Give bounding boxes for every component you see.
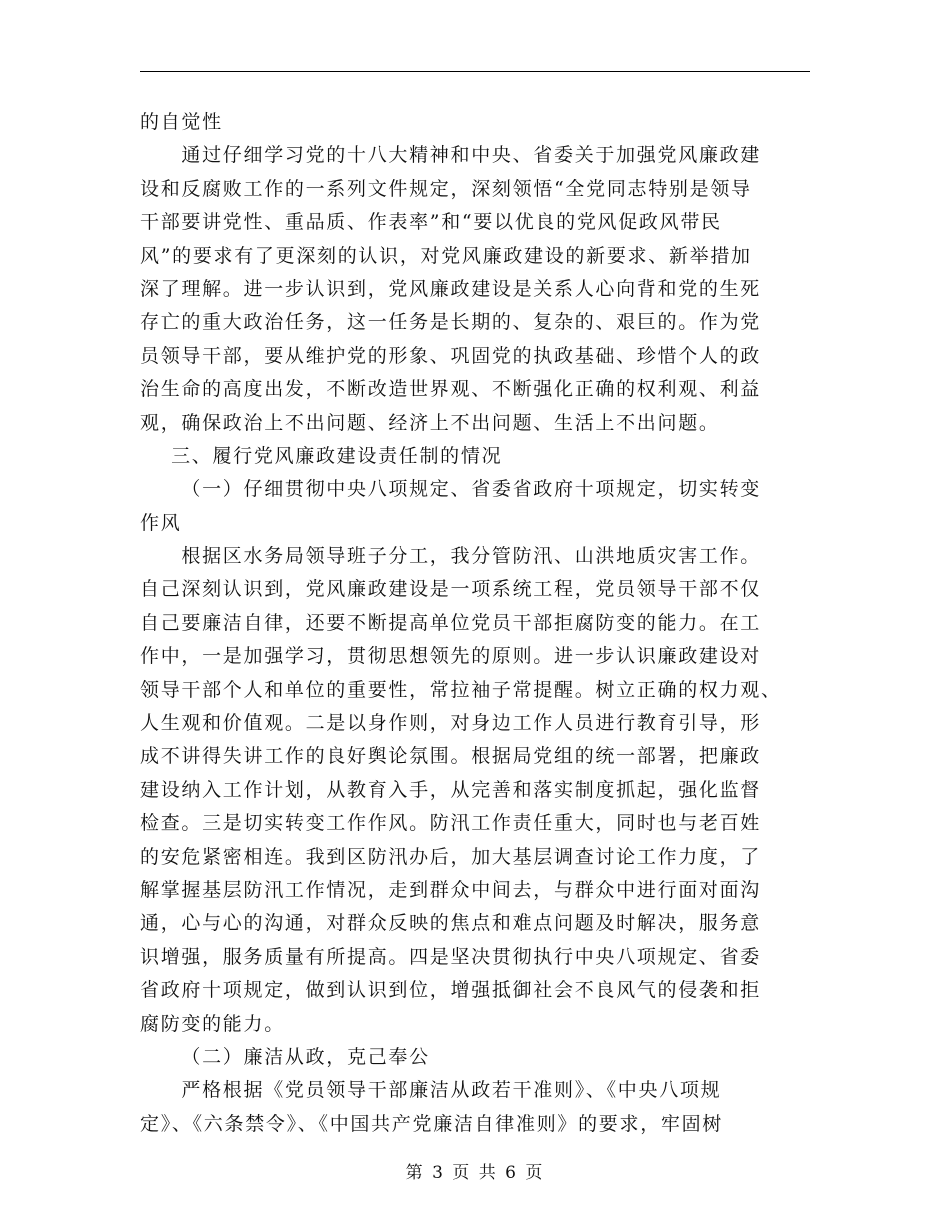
text-line: 定》、《六条禁令》、《中国共产党廉洁自律准则》的要求，牢固树 — [140, 1112, 724, 1135]
text-line: 自己要廉洁自律，还要不断提高单位党员干部拒腐防变的能力。在工 — [140, 611, 762, 634]
text-line: 领导干部个人和单位的重要性，常拉袖子常提醒。树立正确的权力观、 — [140, 678, 782, 701]
text-line: 腐防变的能力。 — [140, 1012, 285, 1035]
text-line: 建设纳入工作计划，从教育入手，从完善和落实制度抓起，强化监督 — [140, 778, 762, 801]
text-line: 检查。三是切实转变工作作风。防汛工作责任重大，同时也与老百姓 — [140, 812, 762, 835]
text-line: 的安危紧密相连。我到区防汛办后，加大基层调查讨论工作力度，了 — [140, 845, 762, 868]
text-line: 通，心与心的沟通，对群众反映的焦点和难点问题及时解决，服务意 — [140, 912, 762, 935]
text-line: 员领导干部，要从维护党的形象、巩固党的执政基础、珍惜个人的政 — [140, 344, 762, 367]
text-line: 干部要讲党性、重品质、作表率”和“要以优良的党风促政风带民 — [140, 211, 722, 234]
text-line: 风”的要求有了更深刻的认识，对党风廉政建设的新要求、新举措加 — [140, 244, 752, 267]
text-line: 自己深刻认识到，党风廉政建设是一项系统工程，党员领导干部不仅 — [140, 578, 762, 601]
text-line: 作中，一是加强学习，贯彻思想领先的原则。进一步认识廉政建设对 — [140, 645, 762, 668]
text-line: （二）廉洁从政，克己奉公 — [181, 1045, 430, 1068]
page-footer: 第 3 页 共 6 页 — [405, 1163, 545, 1183]
header-rule — [140, 71, 810, 72]
text-line: 三、履行党风廉政建设责任制的情况 — [171, 444, 503, 467]
text-line: 治生命的高度出发，不断改造世界观、不断强化正确的权利观、利益 — [140, 378, 762, 401]
text-line: （一）仔细贯彻中央八项规定、省委省政府十项规定，切实转变 — [181, 478, 762, 501]
text-line: 的自觉性 — [140, 111, 223, 133]
text-line: 根据区水务局领导班子分工，我分管防汛、山洪地质灾害工作。 — [181, 545, 762, 568]
text-line: 解掌握基层防汛工作情况，走到群众中间去，与群众中进行面对面沟 — [140, 878, 762, 901]
text-line: 识增强，服务质量有所提高。四是坚决贯彻执行中央八项规定、省委 — [140, 945, 762, 968]
text-line: 人生观和价值观。二是以身作则，对身边工作人员进行教育引导，形 — [140, 712, 762, 735]
text-line: 作风 — [140, 511, 182, 534]
text-line: 成不讲得失讲工作的良好舆论氛围。根据局党组的统一部署，把廉政 — [140, 745, 762, 768]
text-line: 设和反腐败工作的一系列文件规定，深刻领悟“全党同志特别是领导 — [140, 177, 752, 200]
text-line: 存亡的重大政治任务，这一任务是长期的、复杂的、艰巨的。作为党 — [140, 311, 762, 334]
document-body — [140, 106, 812, 1141]
text-line: 通过仔细学习党的十八大精神和中央、省委关于加强党风廉政建 — [181, 144, 762, 167]
text-line: 省政府十项规定，做到认识到位，增强抵御社会不良风气的侵袭和拒 — [140, 979, 762, 1002]
text-line: 严格根据《党员领导干部廉洁从政若干准则》、《中央八项规 — [181, 1079, 722, 1102]
text-line: 深了理解。进一步认识到，党风廉政建设是关系人心向背和党的生死 — [140, 277, 762, 300]
text-line: 观，确保政治上不出问题、经济上不出问题、生活上不出问题。 — [140, 411, 720, 434]
